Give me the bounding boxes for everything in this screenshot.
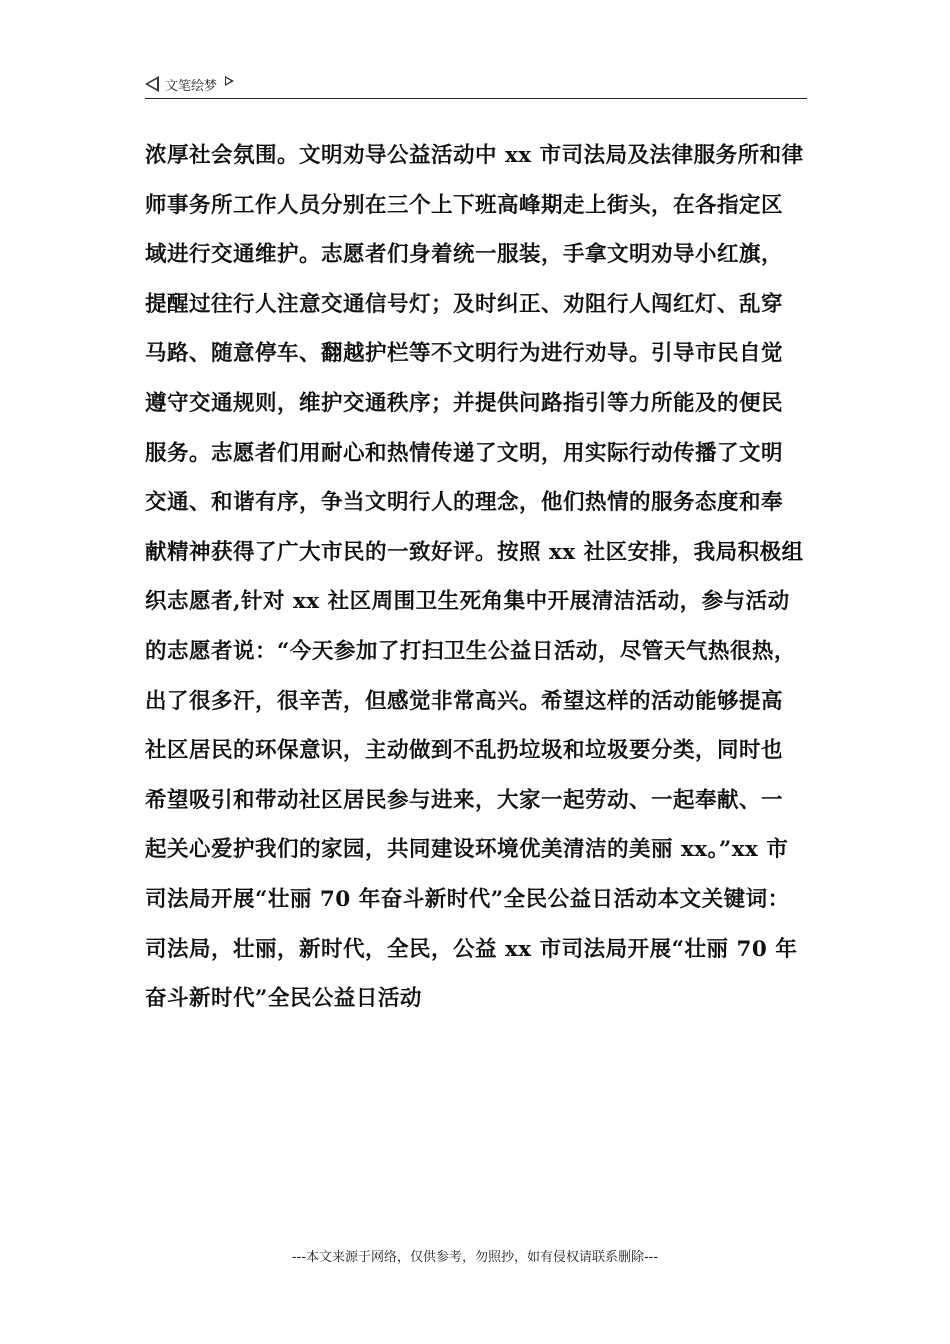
right-triangle-icon (225, 76, 234, 86)
page-header (145, 74, 807, 99)
body-line: 司法局开展“壮丽 70 年奋斗新时代”全民公益日活动本文关键词： (145, 886, 790, 912)
body-line: 织志愿者,针对 xx 社区周围卫生死角集中开展清洁活动，参与活动 (145, 589, 790, 615)
body-line: 奋斗新时代”全民公益日活动 (145, 986, 422, 1012)
body-line: 社区居民的环保意识，主动做到不乱扔垃圾和垃圾要分类，同时也 (145, 738, 784, 764)
body-line: 遵守交通规则，维护交通秩序；并提供问路指引等力所能及的便民 (145, 390, 784, 416)
body-line: 的志愿者说：“今天参加了打扫卫生公益日活动，尽管天气热很热， (145, 638, 796, 664)
document-body (145, 131, 825, 1024)
header-title: 文笔绘梦 (165, 78, 218, 94)
left-triangle-icon (145, 76, 159, 92)
body-line: 域进行交通维护。志愿者们身着统一服装，手拿文明劝导小红旗， (145, 242, 784, 268)
body-line: 马路、随意停车、翻越护栏等不文明行为进行劝导。引导市民自觉 (145, 341, 784, 367)
body-line: 交通、和谐有序，争当文明行人的理念，他们热情的服务态度和奉 (145, 490, 784, 516)
body-line: 献精神获得了广大市民的一致好评。按照 xx 社区安排，我局积极组 (145, 539, 804, 565)
body-line: 提醒过往行人注意交通信号灯；及时纠正、劝阻行人闯红灯、乱穿 (145, 291, 784, 317)
body-line: 司法局，壮丽，新时代，全民，公益 xx 市司法局开展“壮丽 70 年 (145, 936, 798, 962)
body-line: 师事务所工作人员分别在三个上下班高峰期走上街头，在各指定区 (145, 192, 784, 218)
body-line: 起关心爱护我们的家园，共同建设环境优美清洁的美丽 xx。”xx 市 (145, 837, 789, 863)
body-line: 浓厚社会氛围。文明劝导公益活动中 xx 市司法局及法律服务所和律 (145, 143, 804, 168)
footer-disclaimer: ---本文来源于网络，仅供参考，勿照抄，如有侵权请联系删除--- (291, 1250, 659, 1265)
header-title-group (145, 74, 234, 94)
body-line: 出了很多汗，很辛苦，但感觉非常高兴。希望这样的活动能够提高 (145, 688, 784, 714)
body-line: 希望吸引和带动社区居民参与进来，大家一起劳动、一起奉献、一 (145, 787, 784, 813)
body-line: 服务。志愿者们用耐心和热情传递了文明，用实际行动传播了文明 (145, 440, 784, 466)
